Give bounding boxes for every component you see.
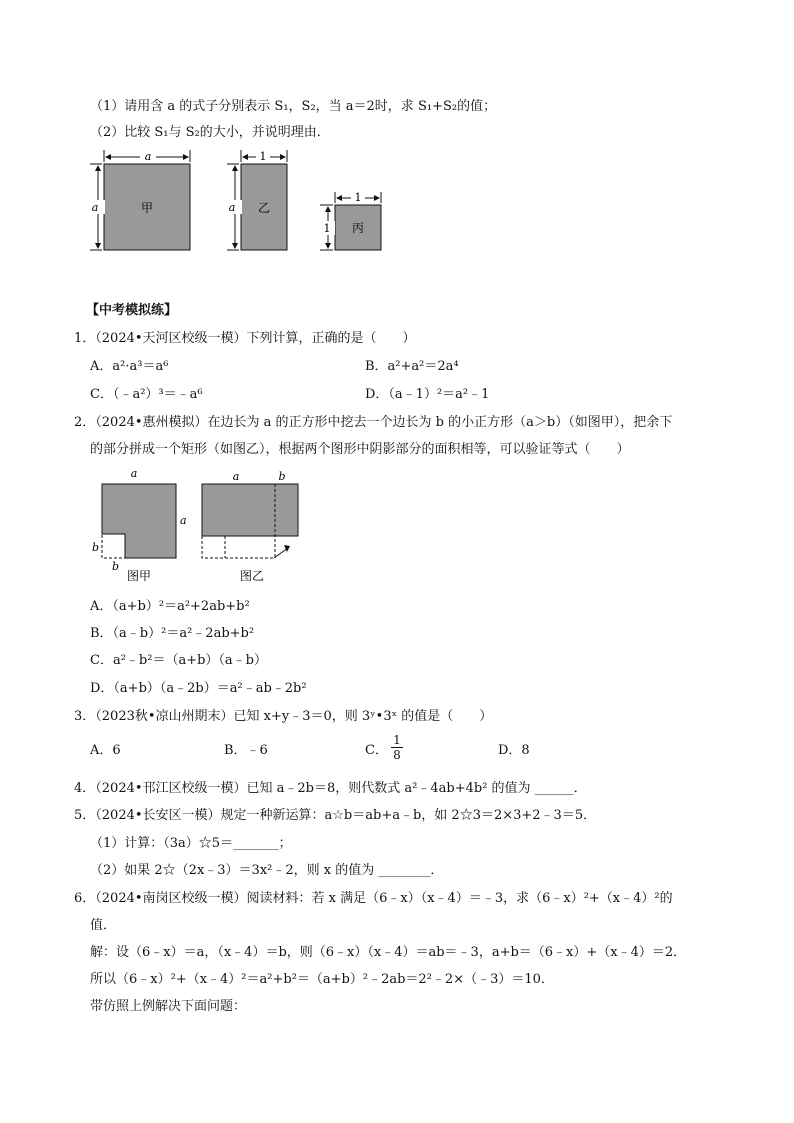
fig-jia-left-label: b xyxy=(92,541,100,554)
square-jia-side-label: a xyxy=(91,201,99,214)
q6-solution-line2: 所以（6﹣x）²+（x﹣4）²＝a²+b²＝（a+b）²﹣2ab＝2²﹣2×（﹣3）＝10． xyxy=(90,972,554,987)
q5-sub1: （1）计算：（3a）☆5＝_______； xyxy=(90,836,292,851)
q3-option-d: D．8 xyxy=(498,743,530,758)
square-bing-name: 丙 xyxy=(351,221,365,235)
fig-jia-bottom-label: b xyxy=(112,560,120,573)
square-bing-side-label: 1 xyxy=(323,222,331,235)
square-jia-top-label: a xyxy=(144,150,152,163)
fig-yi-b-label: b xyxy=(278,470,286,483)
fig-jia-top-label: a xyxy=(130,467,138,480)
q2-option-b: B．（a﹣b）²＝a²﹣2ab+b² xyxy=(90,626,255,641)
section-title: 【中考模拟练】 xyxy=(86,303,178,318)
fig-jia-shaded xyxy=(102,484,176,558)
q1-option-a: A．a²·a³＝a⁶ xyxy=(90,359,169,374)
q5-stem: 5．（2024•长安区一模）规定一种新运算：a☆b＝ab+a﹣b，如 2☆3＝2×3+2﹣3＝5． xyxy=(74,808,597,823)
q2-option-d: D．（a+b）（a﹣2b）＝a²﹣ab﹣2b² xyxy=(90,681,307,696)
q2-figure xyxy=(88,466,318,584)
q6-stem-line1: 6．（2024•南岗区校级一模）阅读材料：若 x 满足（6﹣x）（x﹣4）＝﹣3，求（6﹣x）²+（x﹣4）²的 xyxy=(74,891,673,906)
fig-jia-caption: 图甲 xyxy=(126,569,152,583)
q6-stem-line2: 值． xyxy=(90,918,117,933)
q6-solution-line1: 解：设（6﹣x）＝a，（x﹣4）＝b，则（6﹣x）（x﹣4）＝ab＝﹣3，a+b＝（6﹣x）+（x﹣4）＝2． xyxy=(90,945,687,960)
square-jia-name: 甲 xyxy=(140,201,154,215)
q1-option-b: B．a²+a²＝2a⁴ xyxy=(365,359,459,374)
q1-stem: 1．（2024•天河区校级一模）下列计算，正确的是（ ） xyxy=(74,331,416,346)
q2-option-a: A．（a+b）²＝a²+2ab+b² xyxy=(90,599,250,614)
intro-q2: （2）比较 S₁与 S₂的大小，并说明理由． xyxy=(90,125,330,140)
fig-yi-shaded xyxy=(202,484,298,536)
q6-solution-line3: 带仿照上例解决下面问题： xyxy=(90,999,247,1014)
q3-option-b: B．﹣6 xyxy=(224,743,268,758)
q4-stem: 4．（2024•邗江区校级一模）已知 a﹣2b＝8，则代数式 a²﹣4ab+4b² 的值为 ______． xyxy=(74,781,587,796)
q5-sub2: （2）如果 2☆（2x﹣3）＝3x²﹣2，则 x 的值为 ________． xyxy=(90,863,444,878)
q3-option-a: A．6 xyxy=(90,743,121,758)
q3-option-c-numerator: 1 xyxy=(391,733,403,748)
rect-yi-name: 乙 xyxy=(257,201,271,215)
rect-yi-side-label: a xyxy=(228,201,236,214)
square-bing-top-label: 1 xyxy=(354,191,362,204)
fig-jia-removed-square xyxy=(102,534,125,558)
q3-option-c-fraction xyxy=(391,733,403,762)
q3-option-c-denominator: 8 xyxy=(393,748,401,762)
q1-option-d: D．（a﹣1）²＝a²﹣1 xyxy=(365,387,490,402)
q3-option-c-letter: C． xyxy=(365,743,388,758)
fig-yi-a-label: a xyxy=(232,470,240,483)
q2-stem-line1: 2．（2024•惠州模拟）在边长为 a 的正方形中挖去一个边长为 b 的小正方形（a＞b）（如图甲），把余下 xyxy=(74,415,673,430)
q1-option-c: C．（﹣a²）³＝﹣a⁶ xyxy=(90,387,203,402)
q2-option-c: C．a²﹣b²＝（a+b）（a﹣b） xyxy=(90,653,267,668)
rect-yi-top-label: 1 xyxy=(259,150,267,163)
squares-figure xyxy=(88,148,388,258)
q2-stem-line2: 的部分拼成一个矩形（如图乙），根据两个图形中阴影部分的面积相等，可以验证等式（ ） xyxy=(90,442,630,457)
intro-q1: （1）请用含 a 的式子分别表示 S₁，S₂，当 a＝2时，求 S₁+S₂的值； xyxy=(90,99,497,114)
fig-yi-caption: 图乙 xyxy=(239,569,265,583)
q3-stem: 3．（2023秋•凉山州期末）已知 x+y﹣3＝0，则 3ʸ•3ˣ 的值是（ ） xyxy=(74,709,493,724)
fig-jia-right-label: a xyxy=(180,514,187,527)
